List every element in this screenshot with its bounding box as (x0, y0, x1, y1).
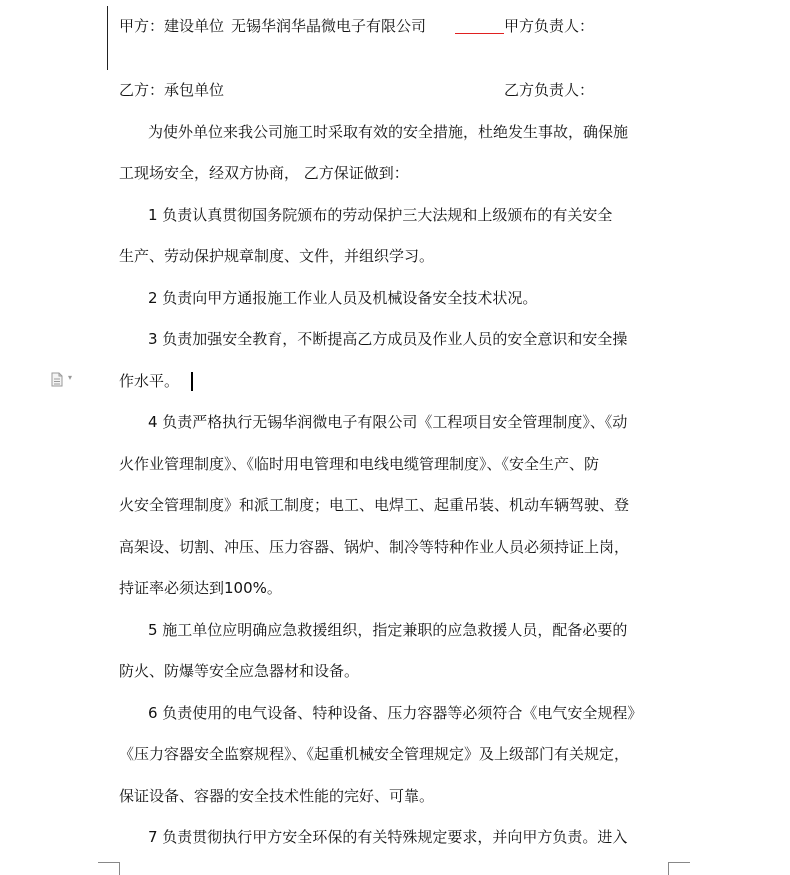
list-item-1: 1 负责认真贯彻国务院颁布的劳动保护三大法规和上级颁布的有关安全 (148, 206, 613, 224)
body-line: 持证率必须达到100%。 (119, 579, 282, 597)
body-line: 火安全管理制度》和派工制度；电工、电焊工、起重吊装、机动车辆驾驶、登 (119, 496, 630, 514)
party-b-label: 乙方：承包单位 (119, 81, 225, 99)
party-a-label: 甲方：建设单位 (119, 17, 225, 35)
list-item-5: 5 施工单位应明确应急救援组织，指定兼职的应急救援人员，配备必要的 (148, 621, 628, 639)
party-b-representative: 乙方负责人： (504, 81, 595, 99)
body-line: 高架设、切割、冲压、压力容器、锅炉、制冷等特种作业人员必须持证上岗， (119, 538, 630, 556)
body-line: 防火、防爆等安全应急器材和设备。 (119, 662, 360, 680)
list-item-4: 4 负责严格执行无锡华润微电子有限公司《工程项目安全管理制度》、《动 (148, 413, 628, 431)
body-line: 保证设备、容器的安全技术性能的完好、可靠。 (119, 787, 435, 805)
body-line: 生产、劳动保护规章制度、文件，并组织学习。 (119, 247, 435, 265)
document-icon[interactable] (51, 372, 63, 387)
list-item-3: 3 负责加强安全教育，不断提高乙方成员及作业人员的安全意识和安全操 (148, 330, 628, 348)
chevron-down-icon[interactable]: ▾ (68, 373, 73, 382)
body-line: 作水平。 (119, 372, 180, 390)
margin-line (107, 6, 108, 70)
list-item-7: 7 负责贯彻执行甲方安全环保的有关特殊规定要求，并向甲方负责。进入 (148, 828, 628, 846)
page-corner-mark (668, 862, 690, 875)
list-item-6: 6 负责使用的电气设备、特种设备、压力容器等必须符合《电气安全规程》 (148, 704, 643, 722)
page-corner-mark (98, 862, 120, 875)
party-a-company: 无锡华润华晶微电子有限公司 (231, 17, 427, 35)
body-line: 为使外单位来我公司施工时采取有效的安全措施，杜绝发生事故，确保施 (148, 123, 629, 141)
signature-blank (455, 33, 504, 34)
text-cursor (191, 372, 193, 391)
list-item-2: 2 负责向甲方通报施工作业人员及机械设备安全技术状况。 (148, 289, 538, 307)
body-line: 工现场安全，经双方协商， 乙方保证做到： (119, 164, 409, 182)
party-a-representative: 甲方负责人： (504, 17, 595, 35)
body-line: 火作业管理制度》、《临时用电管理和电线电缆管理制度》、《安全生产、防 (119, 455, 600, 473)
body-line: 《压力容器安全监察规程》、《起重机械安全管理规定》及上级部门有关规定， (119, 745, 630, 763)
